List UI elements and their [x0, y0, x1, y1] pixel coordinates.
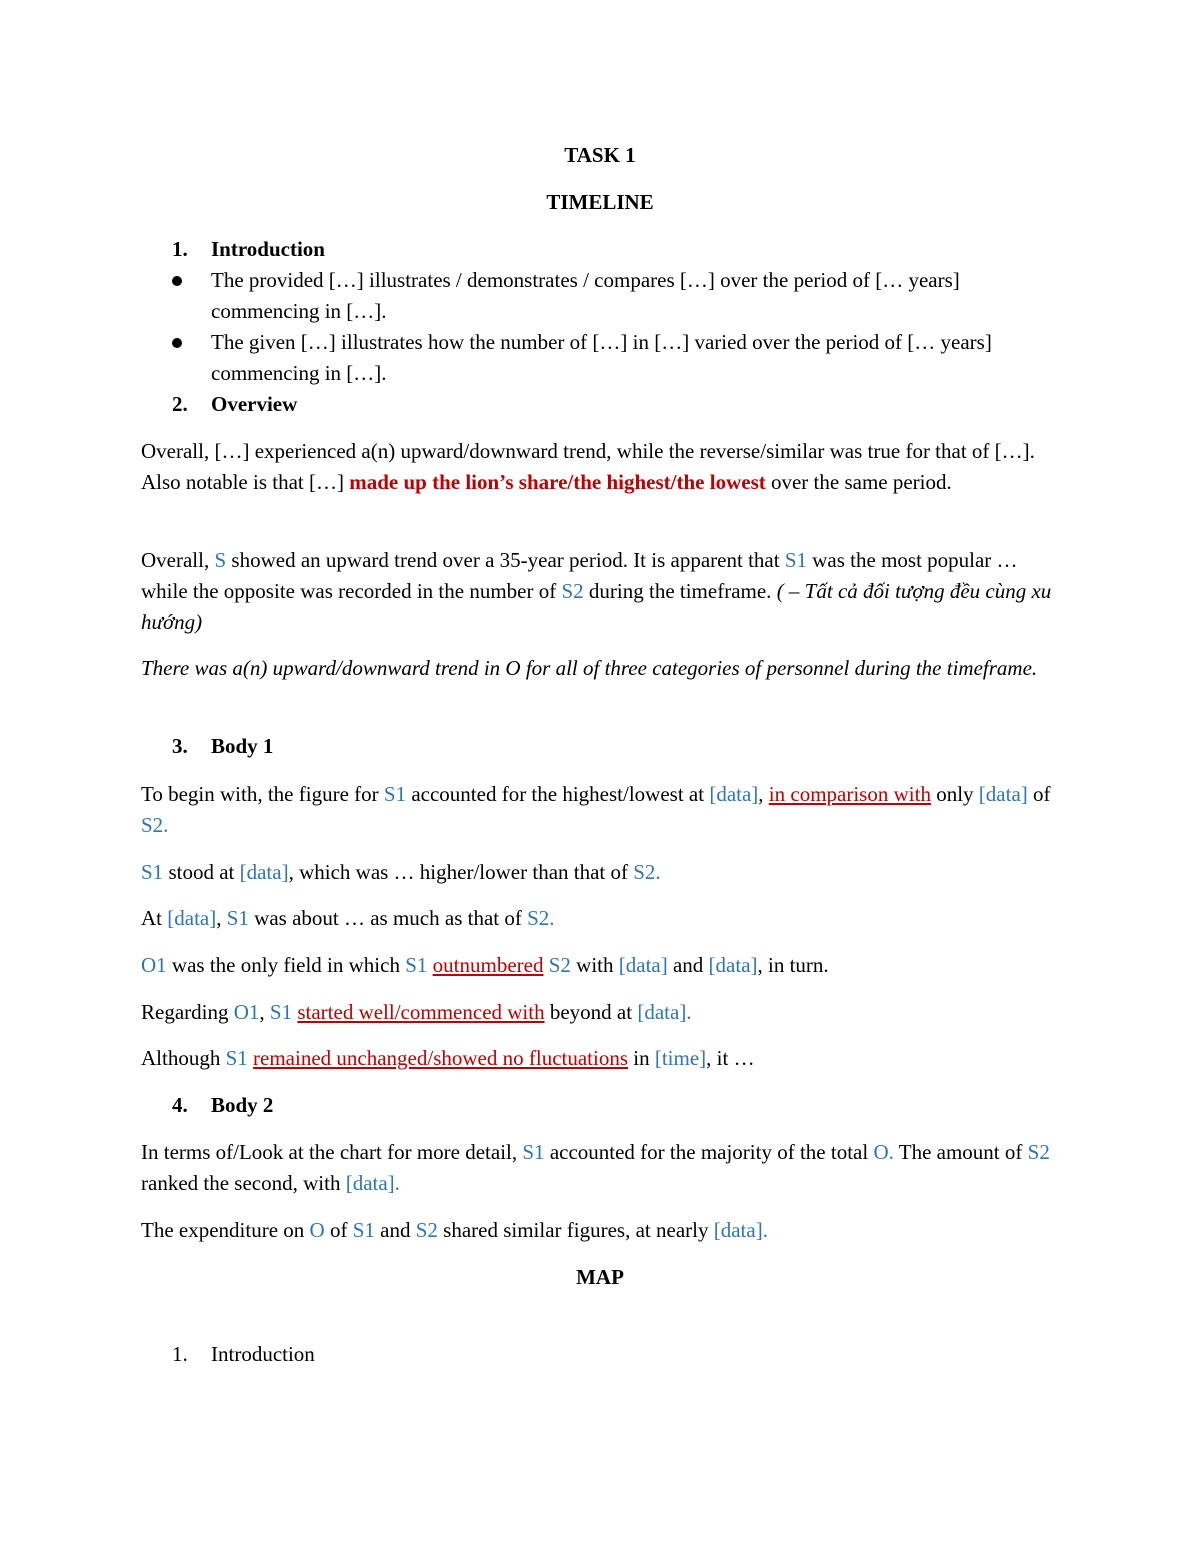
text: , [758, 782, 769, 806]
text: At [141, 906, 168, 930]
subject-placeholder: S2 [548, 953, 571, 977]
intro-heading: Introduction [211, 237, 325, 261]
text: stood at [163, 860, 240, 884]
text: in [628, 1046, 655, 1070]
intro-number: 1. [172, 237, 188, 261]
overview-paragraph-3: There was a(n) upward/downward trend in O for all of three categories of personnel during the timeframe. [141, 656, 1038, 680]
subject-placeholder: S2. [633, 860, 661, 884]
text: , [259, 1000, 270, 1024]
data-placeholder: [data]. [637, 1000, 692, 1024]
body1-paragraph-4 [141, 950, 1061, 981]
key-phrase: remained unchanged/showed no fluctuations [253, 1046, 629, 1070]
map-intro-number: 1. [172, 1342, 188, 1366]
text: was the most popular … while the opposite was recorded in the number of [141, 548, 1018, 603]
data-placeholder: [data]. [713, 1218, 768, 1242]
text: shared similar figures, at nearly [437, 1218, 714, 1242]
overview-paragraph-1 [141, 436, 1061, 498]
data-placeholder: [data] [167, 906, 217, 930]
subject-placeholder: S1 [784, 548, 807, 572]
object-placeholder: O. [873, 1140, 894, 1164]
text: , which was … higher/lower than that of [288, 860, 634, 884]
vietnamese-note: ( – Tất cả đối tượng đều cùng xu hướng) [141, 579, 1052, 634]
body1-paragraph-5 [141, 997, 1061, 1028]
text: of [324, 1218, 353, 1242]
section-heading-timeline: TIMELINE [546, 190, 654, 214]
subject-placeholder: S2. [141, 813, 169, 837]
body2-number: 4. [172, 1093, 188, 1117]
body1-heading: Body 1 [211, 734, 274, 758]
body2-paragraph-1 [141, 1137, 1061, 1199]
text: The expenditure on [141, 1218, 310, 1242]
data-placeholder: [data] [709, 782, 759, 806]
data-placeholder: [data] [239, 860, 289, 884]
text: over the same period. [765, 470, 952, 494]
subject-placeholder: S1 [269, 1000, 293, 1024]
text: and [374, 1218, 416, 1242]
text: Although [141, 1046, 226, 1070]
key-phrase: in comparison with [768, 782, 931, 806]
overview-paragraph-2 [141, 545, 1061, 638]
subject-placeholder: S1 [405, 953, 428, 977]
time-placeholder: [time] [654, 1046, 707, 1070]
section-heading-map: MAP [576, 1265, 624, 1289]
subject-placeholder: S2 [561, 579, 584, 603]
object-placeholder: O [309, 1218, 325, 1242]
highlight-text: made up the lion’s share/the highest/the lowest [349, 470, 766, 494]
body1-paragraph-3 [141, 903, 1061, 934]
subject-placeholder: S1 [522, 1140, 545, 1164]
text: To begin with, the figure for [141, 782, 384, 806]
subject-placeholder: S2 [415, 1218, 438, 1242]
subject-placeholder: S2 [1027, 1140, 1050, 1164]
text: was about … as much as that of [248, 906, 528, 930]
key-phrase: outnumbered [432, 953, 544, 977]
text: ranked the second, with [141, 1171, 346, 1195]
intro-bullet-2: The given […] illustrates how the number of […] in […] varied over the period of [… years] commencing in […]. [211, 330, 992, 385]
object-placeholder: O1 [141, 953, 167, 977]
data-placeholder: [data] [618, 953, 668, 977]
body1-number: 3. [172, 734, 188, 758]
text: during the timeframe. [583, 579, 777, 603]
data-placeholder: [data]. [345, 1171, 400, 1195]
text: with [570, 953, 619, 977]
text: Regarding [141, 1000, 234, 1024]
text: accounted for the highest/lowest at [406, 782, 710, 806]
text: , [216, 906, 227, 930]
body2-heading: Body 2 [211, 1093, 274, 1117]
intro-bullet-1: The provided […] illustrates / demonstrates / compares […] over the period of [… years] commencing in […]. [211, 268, 960, 323]
text: only [930, 782, 979, 806]
bullet-icon [172, 276, 182, 286]
page-title: TASK 1 [564, 143, 636, 167]
key-phrase: started well/commenced with [297, 1000, 545, 1024]
overview-heading: Overview [211, 392, 298, 416]
object-placeholder: O1 [233, 1000, 260, 1024]
text: , it … [706, 1046, 755, 1070]
subject-placeholder: S [214, 548, 227, 572]
text: In terms of/Look at the chart for more detail, [141, 1140, 523, 1164]
text: The amount of [893, 1140, 1028, 1164]
subject-placeholder: S1 [352, 1218, 375, 1242]
text: beyond at [544, 1000, 638, 1024]
text: was the only field in which [166, 953, 406, 977]
data-placeholder: [data] [708, 953, 758, 977]
overview-number: 2. [172, 392, 188, 416]
subject-placeholder: S1 [141, 860, 164, 884]
bullet-icon [172, 338, 182, 348]
text: Overall, [141, 548, 215, 572]
body2-paragraph-2 [141, 1215, 1061, 1246]
body1-paragraph-1 [141, 779, 1061, 841]
text: Overall, […] experienced a(n) upward/downward trend, while the reverse/similar was true for that of […]. Also notable is that […] [141, 439, 1035, 494]
subject-placeholder: S1 [226, 906, 249, 930]
text: and [667, 953, 709, 977]
text: of [1027, 782, 1051, 806]
map-intro-heading: Introduction [211, 1342, 315, 1366]
text: , in turn. [757, 953, 829, 977]
subject-placeholder: S2. [527, 906, 555, 930]
text: showed an upward trend over a 35-year period. It is apparent that [226, 548, 785, 572]
body1-paragraph-2 [141, 857, 1061, 888]
subject-placeholder: S1 [225, 1046, 248, 1070]
data-placeholder: [data] [978, 782, 1028, 806]
subject-placeholder: S1 [383, 782, 407, 806]
text: accounted for the majority of the total [544, 1140, 874, 1164]
body1-paragraph-6 [141, 1043, 1061, 1074]
